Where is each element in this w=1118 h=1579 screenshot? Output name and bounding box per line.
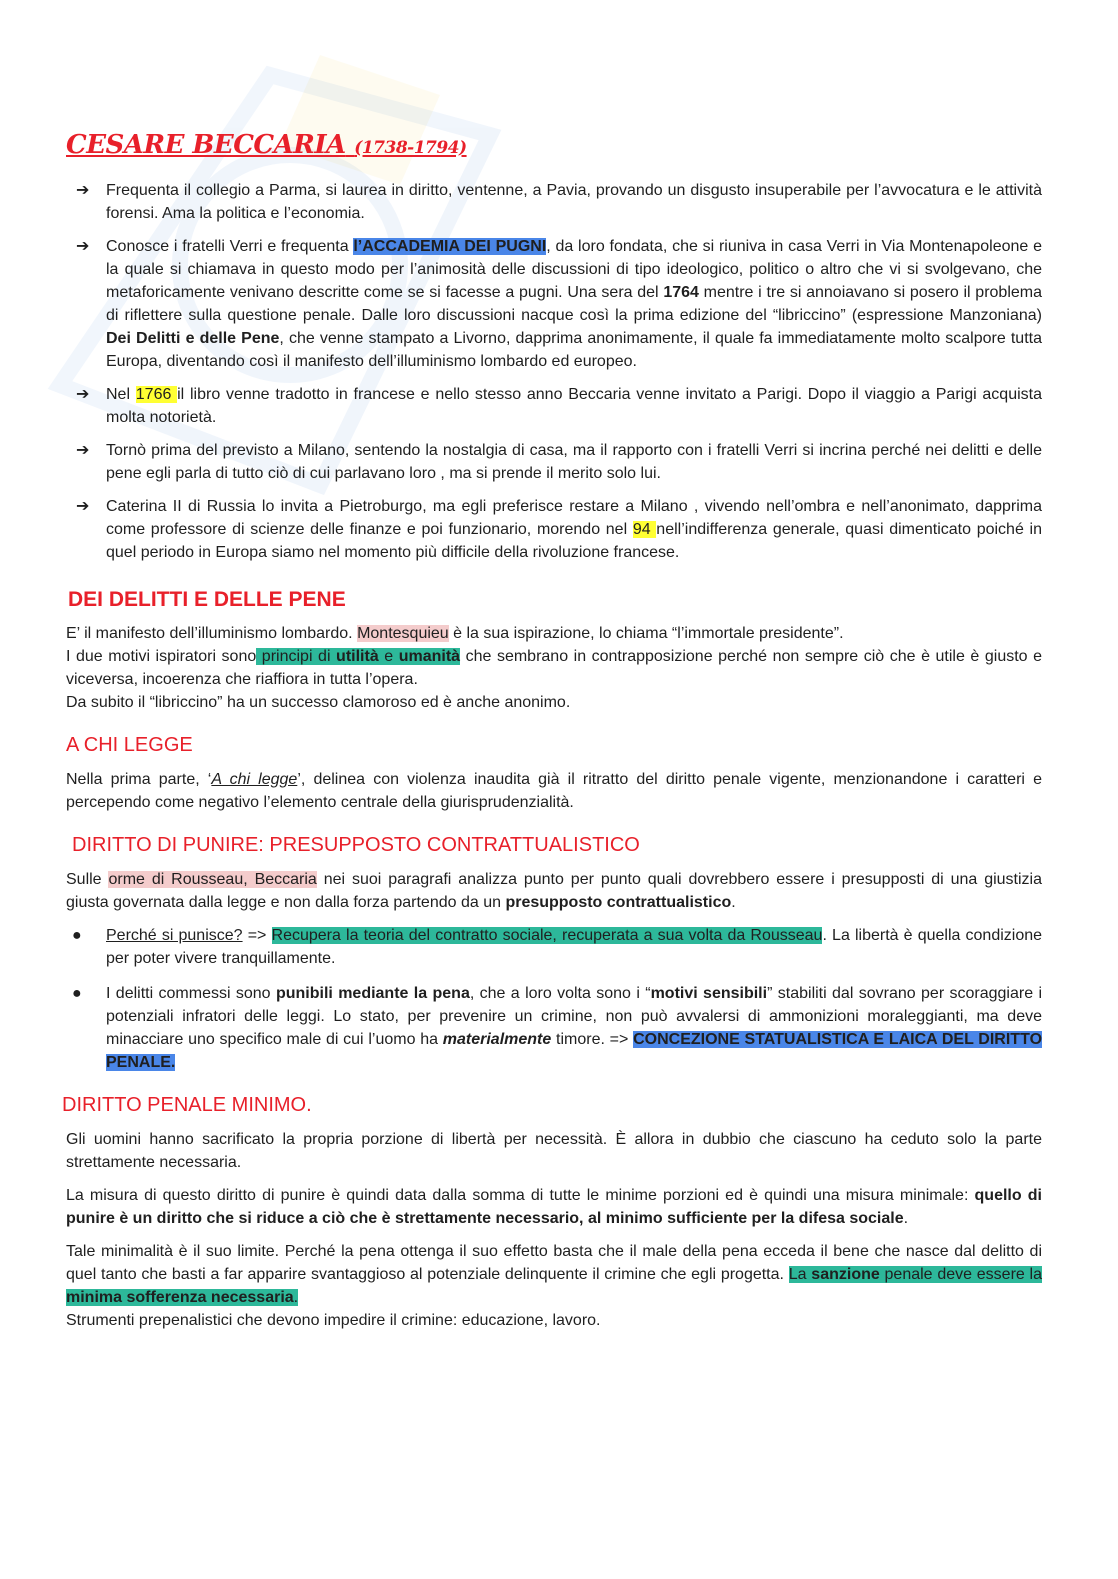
document-page	[62, 128, 1043, 1332]
minimo-paragraph-2: La misura di questo diritto di punire è quindi data dalla somma di tutte le minime porzioni ed è quindi una misura minimale: quello di punire è un diritto che si riduce a ciò che è strettamente necessario, al minimo sufficiente per la difesa sociale.	[66, 1187, 1042, 1227]
list-item: ● Perché si punisce? => Recupera la teoria del contratto sociale, recuperata a sua volta da Rousseau. La libertà è quella condizione per poter vivere tranquillamente.	[66, 924, 1042, 970]
highlight-sanzione: La sanzione penale deve essere la minima sofferenza necessaria.	[66, 1266, 1043, 1306]
arrow-bullet-icon: ➔	[76, 498, 90, 515]
title-a-chi-legge: A chi legge	[211, 771, 298, 788]
highlight-rousseau: orme di Rousseau, Beccaria	[108, 871, 317, 888]
dot-bullet-icon: ●	[72, 985, 82, 1002]
arrow-bullet-icon: ➔	[76, 386, 90, 403]
section-heading-minimo: DIRITTO PENALE MINIMO.	[62, 1094, 312, 1116]
section-heading-punire: DIRITTO DI PUNIRE: PRESUPPOSTO CONTRATTUALISTICO	[72, 834, 640, 856]
delitti-line-1: E’ il manifesto dell’illuminismo lombardo. Montesquieu è la sua ispirazione, lo chiama “l’immortale presidente”.	[66, 625, 844, 642]
highlight-year: 94	[632, 521, 657, 538]
arrow-bullet-icon: ➔	[76, 442, 90, 459]
section-heading-delitti: DEI DELITTI E DELLE PENE	[68, 588, 346, 611]
delitti-line-3: Da subito il “libriccino” ha un successo clamoroso ed è anche anonimo.	[66, 694, 571, 711]
list-item: ➔ Tornò prima del previsto a Milano, sentendo la nostalgia di casa, ma il rapporto con i fratelli Verri si incrina perché nei delitti e delle pene egli parla di tutto ciò di cui parlavano loro , ma si prende il merito solo lui.	[66, 439, 1042, 485]
highlight-montesquieu: Montesquieu	[357, 625, 449, 642]
highlight-year: 1766	[135, 386, 178, 403]
highlight-accademia: l’ACCADEMIA DEI PUGNI	[353, 238, 547, 255]
list-item: ➔ Caterina II di Russia lo invita a Pietroburgo, ma egli preferisce restare a Milano , vivendo nell’ombra e nell’anonimato, dapprima come professore di scienze delle finanze e poi funzionario, morendo nel 94 nell’indifferenza generale, quasi dimenticato poiché in quel periodo in Europa siamo nel momento più difficile della rivoluzione francese.	[66, 495, 1042, 564]
bio-list	[66, 179, 1042, 564]
page-title	[66, 128, 1042, 165]
arrow-bullet-icon: ➔	[76, 182, 90, 199]
title-name: CESARE BECCARIA	[66, 130, 346, 160]
list-item: ➔ Nel 1766 il libro venne tradotto in francese e nello stesso anno Beccaria venne invitato a Parigi. Dopo il viaggio a Parigi acquista molta notorietà.	[66, 383, 1042, 429]
minimo-paragraph-3: Tale minimalità è il suo limite. Perché la pena ottenga il suo effetto basta che il male della pena ecceda il bene che nasce dal delitto di quel tanto che basti a far apparire svantaggioso al potenziale delinquente il crimine che egli progetta. La sanzione penale deve essere la minima sofferenza necessaria.	[66, 1243, 1043, 1306]
highlight-concezione: CONCEZIONE STATUALISTICA E LAICA DEL DIRITTO PENALE.	[106, 1031, 1043, 1071]
punire-intro: Sulle orme di Rousseau, Beccaria nei suoi paragrafi analizza punto per punto quali dovrebbero essere i presupposti di una giustizia giusta governata dalla legge e non dalla forza partendo da un presupposto contrattualistico.	[66, 871, 1043, 911]
punire-list	[66, 924, 1042, 1074]
minimo-paragraph-4: Strumenti prepenalistici che devono impedire il crimine: educazione, lavoro.	[66, 1312, 601, 1329]
highlight-principi: principi di utilità e umanità	[256, 648, 461, 665]
minimo-paragraph-1: Gli uomini hanno sacrificato la propria porzione di libertà per necessità. È allora in dubbio che ciascuno ha ceduto solo la parte strettamente necessaria.	[66, 1131, 1042, 1171]
list-item: ● I delitti commessi sono punibili mediante la pena, che a loro volta sono i “motivi sensibili” stabiliti dal sovrano per scoraggiare i potenziali infratori delle leggi. Lo stato, per prevenire un crimine, non può avvalersi di ammonizioni moraleggianti, ma deve minacciare uno specifico male di cui l’uomo ha materialmente timore. => CONCEZIONE STATUALISTICA E LAICA DEL DIRITTO PENALE.	[66, 982, 1042, 1074]
delitti-line-2: I due motivi ispiratori sono principi di utilità e umanità che sembrano in contrapposizione perché non sempre ciò che è utile è giusto e viceversa, incoerenza che riaffiora in tutta l’opera.	[66, 648, 1043, 688]
title-years: (1738-1794)	[354, 138, 467, 158]
list-item: ➔ Frequenta il collegio a Parma, si laurea in diritto, ventenne, a Pavia, provando un disgusto insuperabile per l’avvocatura e le attività forensi. Ama la politica e l’economia.	[66, 179, 1042, 225]
legge-paragraph: Nella prima parte, ‘A chi legge’, delinea con violenza inaudita già il ritratto del diritto penale vigente, menzionandone i caratteri e percependo come negativo l’elemento centrale della giurisprudenzialità.	[66, 771, 1042, 811]
section-heading-legge: A CHI LEGGE	[66, 734, 193, 756]
dot-bullet-icon: ●	[72, 927, 82, 944]
list-item: ➔ Conosce i fratelli Verri e frequenta l’ACCADEMIA DEI PUGNI, da loro fondata, che si riuniva in casa Verri in Via Montenapoleone e la quale si chiamava in questo modo per l’animosità delle discussioni di tipo ideologico, politico o altro che vi si svolgevano, che metaforicamente venivano descritte come se si facesse a pugni. Una sera del 1764 mentre i tre si annoiavano si posero il problema di riflettere sulla questione penale. Dalle loro discussioni nacque così la prima edizione del “libriccino” (espressione Manzoniana) Dei Delitti e delle Pene, che venne stampato a Livorno, dapprima anonimamente, il quale fa immediatamente molto scalpore tutta Europa, diventando così il manifesto dell’illuminismo lombardo ed europeo.	[66, 235, 1042, 373]
highlight-contratto: Recupera la teoria del contratto sociale, recuperata a sua volta da Rousseau	[271, 927, 823, 944]
arrow-bullet-icon: ➔	[76, 238, 90, 255]
